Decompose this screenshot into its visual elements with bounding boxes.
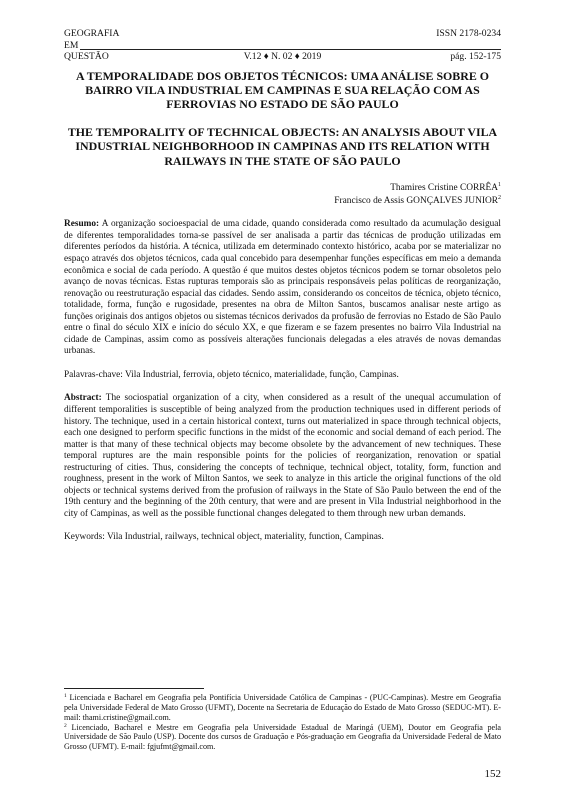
author-1: Thamires Cristine CORRÊA$^1$ bbox=[390, 181, 501, 193]
running-header bbox=[64, 28, 501, 63]
footnote-separator bbox=[64, 688, 204, 689]
footnote-marker[interactable]: 1 bbox=[498, 181, 501, 188]
journal-name-line3: QUESTÃO bbox=[64, 51, 109, 62]
abstract-label: Abstract: bbox=[64, 393, 102, 404]
issn: ISSN 2178-0234 bbox=[436, 28, 501, 39]
title-english: THE TEMPORALITY OF TECHNICAL OBJECTS: AN ANALYSIS ABOUT VILA INDUSTRIAL NEIGHBORHOOD IN CAMPINAS AND ITS RELATION WITH RAILWAYS IN THE STATE OF SÃO PAULO bbox=[67, 125, 498, 168]
abstract-english bbox=[64, 393, 501, 520]
abstract-label: Resumo: bbox=[64, 219, 100, 230]
author-2: Francisco de Assis GONÇALVES JUNIOR$^2$ bbox=[334, 194, 501, 206]
article-page bbox=[64, 28, 501, 544]
volume-info: V.12 ♦ N. 02 ♦ 2019 bbox=[243, 51, 322, 62]
abstract-text: The sociospatial organization of a city, when considered as a result of the unequal accumulation of different temporalities is susceptible of being analyzed from the production techniques used in different periods of history. The technique, used in a certain historical context, turns out materialized in space through technical objects, each one designed to perform specific functions in the midst of the economic and social demand of each period. The matter is that many of these technical objects may become obsolete by the advancement of new techniques. These temporal ruptures are the main responsible points for the policies of reorganization, renovation or spatial restructuring of cities. Thus, considering the concepts of technique, technical object, totality, form, function and roughness, present in the work of Milton Santos, we seek to analyze in this article the original functions of the old objects or technical systems derived from the profusion of railways in the State of São Paulo between the end of the 19th century and the beginning of the 20th century, that were and are present in Vila Industrial neighborhood in the city of Campinas, as well as the possible functional changes delegated to them through new urban demands. bbox=[64, 393, 502, 519]
footnote-1: $^1$ Licenciada e Bacharel em Geografia pela Pontifícia Universidade Católica de Campinas - (PUC-Campinas). Mestre em Geografia pela Universidade Federal de Mato Grosso (UFMT), Docente na Secretaria de Educação do Estado de Mato Grosso (SEDUC-MT). E-mail: thami.cristine@gmail.com. bbox=[64, 693, 501, 722]
keywords-portuguese: Palavras-chave: Vila Industrial, ferrovia, objeto técnico, materialidade, função, Campinas. bbox=[64, 369, 399, 380]
title-portuguese: A TEMPORALIDADE DOS OBJETOS TÉCNICOS: UMA ANÁLISE SOBRE O BAIRRO VILA INDUSTRIAL EM CAMPINAS E SUA RELAÇÃO COM AS FERROVIAS NO ESTADO DE SÃO PAULO bbox=[76, 68, 489, 111]
header-rule bbox=[80, 49, 501, 50]
footnote-marker[interactable]: 2 bbox=[498, 194, 501, 201]
abstract-portuguese bbox=[64, 219, 501, 358]
page-range: pág. 152-175 bbox=[450, 51, 501, 62]
journal-name-line2: EM bbox=[64, 39, 79, 51]
journal-name-line1: GEOGRAFIA bbox=[64, 28, 120, 39]
abstract-text: A organização socioespacial de uma cidade, quando considerada como resultado da acumulação desigual de diferentes temporalidades torna-se passível de ser analisada a partir das técnicas de produção utilizadas em diferentes períodos da história. A técnica, utilizada em determinado contexto histórico, acaba por se materializar no espaço através dos objetos técnicos, cada qual concebido para desempenhar funções específicas em meio a demanda econômica e social de cada período. A questão é que muitos destes objetos técnicos podem se tornar obsoletos pelo avanço de novas técnicas. Estas rupturas temporais são as principais responsáveis pelas políticas de reorganização, renovação ou reestruturação espacial das cidades. Sendo assim, considerando os conceitos de técnica, objeto técnico, totalidade, forma, função e rugosidade, presentes na obra de Milton Santos, buscamos analisar neste artigo as funções originais dos antigos objetos ou sistemas técnicos derivados da profusão de ferrovias no Estado de São Paulo entre o final do século XIX e início do século XX, e que fizeram e se fazem presentes no bairro Vila Industrial na cidade de Campinas, assim como as possíveis alterações funcionais delegadas a eles através de novas demandas urbanas. bbox=[64, 219, 502, 357]
page-number: 152 bbox=[484, 768, 501, 780]
footnotes bbox=[64, 693, 501, 752]
keywords-english: Keywords: Vila Industrial, railways, technical object, materiality, function, Campinas. bbox=[64, 532, 384, 543]
footnote-2: $^2$ Licenciado, Bacharel e Mestre em Geografia pela Universidade Estadual de Maringá (UEM), Doutor em Geografia pela Universidade de São Paulo (USP). Docente dos cursos de Graduação e Pós-graduação em Geografia da Universidade Federal de Mato Grosso (UFMT). E-mail: fgjufmt@gmail.com. bbox=[64, 722, 501, 752]
author-block bbox=[64, 182, 501, 208]
